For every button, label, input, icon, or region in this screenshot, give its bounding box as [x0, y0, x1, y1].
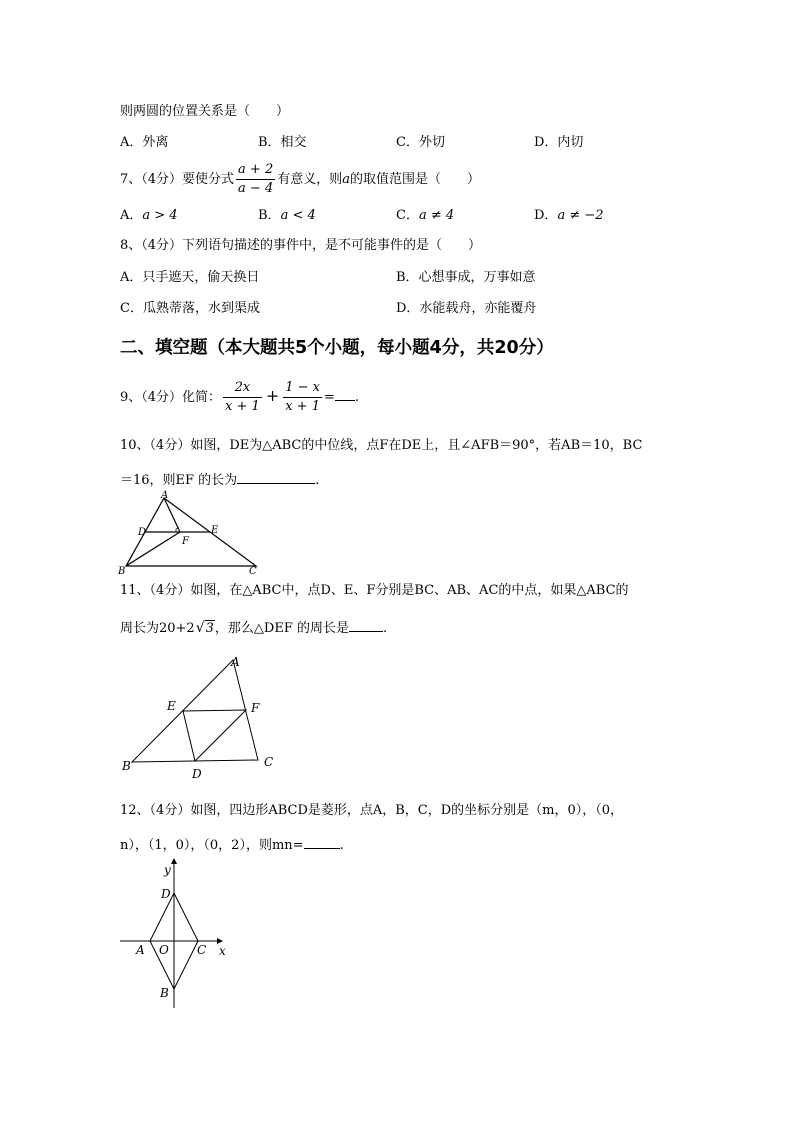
- q11-sqrt: √3: [195, 620, 214, 636]
- q10-line-2-text: ＝16，则EF 的长为: [120, 473, 238, 488]
- q9-frac2-numerator: 1 − x: [283, 380, 322, 398]
- q12-line-2-end: .: [339, 838, 344, 853]
- q9-prefix: 9、（4分）化简：: [120, 390, 222, 405]
- q6-option-b: B．相交: [258, 135, 307, 150]
- q7-option-b: [258, 208, 316, 224]
- q10-answer-blank[interactable]: [237, 470, 315, 484]
- q11-line-2-end: .: [383, 621, 388, 636]
- q11-answer-blank[interactable]: [349, 618, 383, 632]
- q7-option-d-math: a ≠ −2: [557, 208, 604, 223]
- q7-option-a-math: a > 4: [142, 208, 178, 223]
- q9-frac1-numerator: 2x: [223, 380, 262, 398]
- q7-fraction: [236, 162, 275, 197]
- q10-label-f: F: [182, 536, 189, 547]
- q9-frac2-denominator: x + 1: [285, 399, 320, 414]
- q10-line-1: 10、（4分）如图，DE为△ABC的中位线，点F在DE上，且∠AFB＝90°，若AB＝10，BC: [120, 438, 643, 453]
- q12-label-b: B: [160, 986, 169, 1000]
- q10-label-c: C: [249, 566, 257, 577]
- q7-option-c-math: a ≠ 4: [418, 208, 455, 223]
- q10-label-b: B: [118, 566, 126, 577]
- q11-triangle-figure: [115, 652, 290, 782]
- q9-fraction-2: [283, 380, 322, 415]
- q6-option-a: A．外离: [120, 135, 169, 150]
- q11-line-2: [120, 618, 387, 637]
- q11-line-1: 11、（4分）如图，在△ABC中，点D、E、F分别是BC、AB、AC的中点，如果△ABC的: [120, 583, 629, 598]
- q12-label-x: x: [219, 944, 226, 958]
- q9-answer-blank[interactable]: [335, 387, 355, 401]
- q12-label-y: y: [164, 863, 171, 877]
- q7-suffix: 的取值范围是（ ）: [350, 172, 481, 187]
- q7-frac-denominator: a − 4: [238, 181, 274, 196]
- q12-line-2: [120, 835, 344, 854]
- section-2-title: 二、填空题（本大题共5个小题，每小题4分，共20分）: [120, 338, 554, 358]
- q11-triangle-def: [183, 710, 246, 761]
- q10-segment-bf: [126, 532, 180, 566]
- q12-label-d: D: [161, 887, 171, 901]
- q7-var: a: [342, 172, 351, 187]
- q11-label-a: A: [231, 655, 240, 669]
- q7-option-c: [396, 208, 454, 224]
- q7-middle: 有意义，则: [277, 172, 343, 187]
- q12-label-a: A: [136, 943, 145, 957]
- q12-line-1: 12、（4分）如图，四边形ABCD是菱形，点A，B，C，D的坐标分别是（m，0），（0，: [120, 803, 624, 818]
- q9-frac1-denominator: x + 1: [225, 399, 260, 414]
- q9-end: .: [354, 390, 360, 405]
- q11-label-e: E: [167, 699, 176, 713]
- q7-option-b-letter: B．: [258, 208, 281, 223]
- q9-stem: [120, 378, 359, 416]
- q7-option-b-math: a < 4: [280, 208, 316, 223]
- q8-option-b: B．心想事成，万事如意: [396, 270, 536, 285]
- q9-equals: =: [323, 390, 335, 405]
- q11-sqrt-arg: 3: [205, 621, 214, 636]
- q11-label-f: F: [251, 701, 260, 715]
- q7-option-c-letter: C．: [396, 208, 419, 223]
- q8-option-a: A．只手遮天，偷天换日: [120, 270, 260, 285]
- q10-segment-af: [164, 498, 180, 532]
- q10-label-e: E: [211, 525, 219, 536]
- q7-stem: [120, 162, 480, 198]
- q6-option-c: C．外切: [396, 135, 445, 150]
- q11-label-d: D: [192, 767, 202, 781]
- q12-label-o: O: [159, 943, 169, 957]
- q12-y-axis-arrow-icon: [171, 858, 177, 864]
- q11-label-c: C: [264, 755, 274, 769]
- q9-plus: +: [265, 386, 280, 405]
- q11-line-2-pre: 周长为20+2: [120, 621, 195, 636]
- q7-option-a-letter: A．: [120, 208, 143, 223]
- q7-prefix: 7、（4分）要使分式: [120, 172, 235, 187]
- q11-line-2-post: ，那么△DEF 的周长是: [214, 621, 349, 636]
- q12-line-2-text: n），（1，0），（0，2），则mn=: [120, 838, 304, 853]
- q6-option-d: D．内切: [534, 135, 584, 150]
- q6-stem: 则两圆的位置关系是（ ）: [120, 104, 290, 119]
- q7-option-d: [534, 208, 604, 224]
- q10-line-2: [120, 470, 319, 489]
- q10-line-2-end: .: [315, 473, 320, 488]
- q12-label-c: C: [197, 943, 207, 957]
- q8-stem: 8、（4分）下列语句描述的事件中，是不可能事件的是（ ）: [120, 238, 482, 253]
- q8-option-d: D．水能载舟，亦能覆舟: [396, 301, 537, 316]
- q9-fraction-1: [223, 380, 262, 415]
- q10-label-a: A: [161, 490, 169, 501]
- q10-triangle-figure: [115, 490, 265, 578]
- q7-option-d-letter: D．: [534, 208, 558, 223]
- q7-frac-numerator: a + 2: [236, 162, 275, 180]
- q12-answer-blank[interactable]: [304, 835, 340, 849]
- q11-label-b: B: [122, 759, 131, 773]
- q7-option-a: [120, 208, 178, 224]
- q10-label-d: D: [138, 527, 147, 538]
- q12-rhombus-figure: [115, 858, 240, 1013]
- q8-option-c: C．瓜熟蒂落，水到渠成: [120, 301, 260, 316]
